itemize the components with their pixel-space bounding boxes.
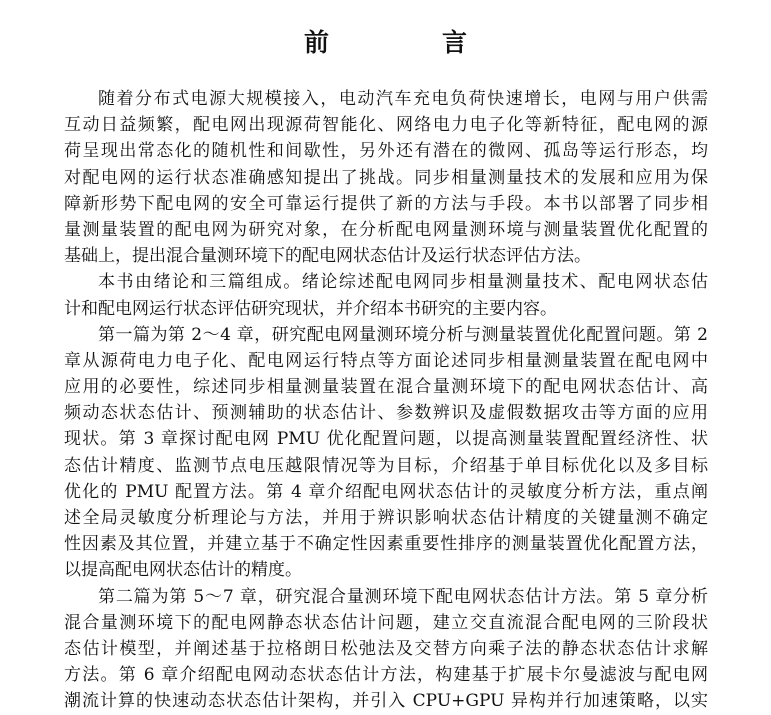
text-line: 性因素及其位置，并建立基于不确定性因素重要性排序的测量装置优化配置方法， xyxy=(64,534,708,555)
text-line: 本书由绪论和三篇组成。绪论综述配电网同步相量测量技术、配电网状态估 xyxy=(98,272,708,293)
text-line: 以提高配电网状态估计的精度。 xyxy=(64,560,302,581)
text-line: 随着分布式电源大规模接入，电动汽车充电负荷快速增长，电网与用户供需 xyxy=(98,89,708,109)
paragraph xyxy=(64,86,708,269)
text-line: 章从源荷电力电子化、配电网运行特点等方面论述同步相量测量装置在配电网中 xyxy=(64,350,708,371)
text-line: 优化的 PMU 配置方法。第 4 章介绍配电网状态估计的灵敏度分析方法，重点阐 xyxy=(64,481,708,502)
text-line: 对配电网的运行状态准确感知提出了挑战。同步相量测量技术的发展和应用为保 xyxy=(64,167,708,188)
text-line: 基础上，提出混合量测环境下的配电网状态估计及运行状态评估方法。 xyxy=(64,246,591,267)
text-line: 第二篇为第 5～7 章，研究混合量测环境下配电网状态估计方法。第 5 章分析 xyxy=(98,586,708,607)
text-line: 量测量装置的配电网为研究对象，在分析配电网量测环境与测量装置优化配置的 xyxy=(64,219,708,240)
text-line: 频动态状态估计、预测辅助的状态估计、参数辨识及虚假数据攻击等方面的应用 xyxy=(64,403,708,424)
text-line: 现状。第 3 章探讨配电网 PMU 优化配置问题，以提高测量装置配置经济性、状 xyxy=(64,429,708,450)
paragraph xyxy=(64,269,708,321)
text-line: 计和配电网运行状态评估研究现状，并介绍本书研究的主要内容。 xyxy=(64,298,557,319)
text-line: 荷呈现出常态化的随机性和间歇性，另外还有潜在的微网、孤岛等运行形态，均 xyxy=(64,141,708,162)
text-line: 互动日益频繁，配电网出现源荷智能化、网络电力电子化等新特征，配电网的源 xyxy=(64,115,708,136)
page-title: 前 言 xyxy=(303,28,511,57)
text-line: 方法。第 6 章介绍配电网动态状态估计方法，构建基于扩展卡尔曼滤波与配电网 xyxy=(64,665,708,686)
text-line: 述全局灵敏度分析理论与方法，并用于辨识影响状态估计精度的关键量测不确定 xyxy=(64,508,708,528)
text-line: 态估计精度、监测节点电压越限情况等为目标，介绍基于单目标优化以及多目标 xyxy=(64,455,708,476)
text-line: 障新形势下配电网的安全可靠运行提供了新的方法与手段。本书以部署了同步相 xyxy=(64,193,708,214)
text-line: 第一篇为第 2～4 章，研究配电网量测环境分析与测量装置优化配置问题。第 2 xyxy=(98,324,708,345)
text-line: 潮流计算的快速动态状态估计架构，并引入 CPU+GPU 异构并行加速策略，以实 xyxy=(64,691,708,712)
paragraph xyxy=(64,322,708,584)
body-text xyxy=(64,86,708,715)
text-line: 态估计模型，并阐述基于拉格朗日松弛法及交替方向乘子法的静态状态估计求解 xyxy=(64,638,708,659)
text-line: 混合量测环境下的配电网静态状态估计问题，建立交直流混合配电网的三阶段状 xyxy=(64,612,708,633)
text-line: 应用的必要性，综述同步相量测量装置在混合量测环境下的配电网状态估计、高 xyxy=(64,377,708,398)
paragraph xyxy=(64,584,708,715)
